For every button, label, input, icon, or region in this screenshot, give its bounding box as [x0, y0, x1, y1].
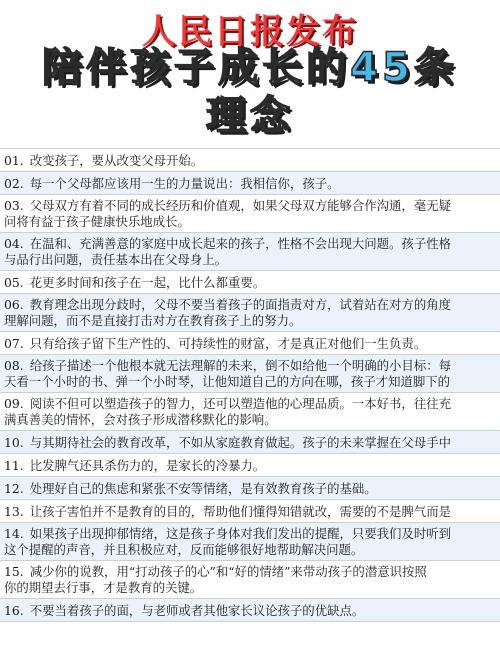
- item-text: 教育理念出现分歧时，父母不要当着孩子的面指责对方，试着站在对方的角度: [29, 297, 451, 312]
- item-text: 花更多时间和孩子在一起，比什么都重要。: [29, 275, 266, 290]
- item-number: 03.: [4, 198, 24, 213]
- item-number: 14.: [4, 526, 24, 541]
- list-item-line: [4, 252, 494, 268]
- list-item: [0, 233, 500, 271]
- item-text: 让孩子害怕并不是教育的目的，帮助他们懂得知错就改，需要的不是脾气而是: [29, 504, 451, 519]
- title-line-2: 理念: [206, 93, 294, 139]
- list-item-line: [4, 542, 494, 558]
- item-text: 这个提醒的声音，并且积极应对，反而能够很好地帮助解决问题。: [4, 542, 364, 557]
- list-item: [0, 294, 500, 332]
- item-text: 给孩子描述一个他根本就无法理解的未来，倒不如给他一个明确的小目标：每: [29, 358, 451, 373]
- list-item-line: [4, 564, 494, 580]
- item-text: 不要当着孩子的面，与老师或者其他家长议论孩子的优缺点。: [29, 603, 365, 618]
- list-item-line: [4, 313, 494, 329]
- list-item-line: [4, 275, 494, 291]
- item-number: 01.: [4, 153, 24, 168]
- item-text: 满真善美的情怀，会对孩子形成潜移默化的影响。: [4, 412, 277, 427]
- list-item-line: [4, 526, 494, 542]
- list-item: [0, 500, 500, 523]
- list-item: [0, 271, 500, 294]
- item-number: 04.: [4, 236, 24, 251]
- item-number: 05.: [4, 275, 24, 290]
- item-text: 理解问题，而不是直接打击对方在教育孩子上的努力。: [4, 313, 302, 328]
- list-item: [0, 393, 500, 431]
- page-title: [0, 46, 500, 138]
- item-text: 如果孩子出现抑郁情绪，这是孩子身体对我们发出的提醒，只要我们及时听到: [29, 526, 451, 541]
- item-number: 02.: [4, 176, 24, 191]
- item-text: 与品行出问题，责任基本出在父母身上。: [4, 252, 228, 267]
- item-number: 09.: [4, 396, 24, 411]
- list-item-line: [4, 374, 494, 390]
- title-line-1: 陪伴孩子成长的45条: [42, 45, 458, 91]
- item-text: 每一个父母都应该用一生的力量说出：我相信你，孩子。: [29, 176, 340, 191]
- item-number: 10.: [4, 435, 24, 450]
- item-text: 阅读不但可以塑造孩子的智力，还可以塑造他的心理品质。一本好书，往往充: [29, 396, 451, 411]
- item-text: 天看一个小时的书、弹一个小时琴，让他知道自己的方向在哪，孩子才知道脚下的: [4, 374, 451, 389]
- list-item: [0, 431, 500, 454]
- item-number: 16.: [4, 603, 24, 618]
- item-number: 12.: [4, 481, 24, 496]
- item-text: 在温和、充满善意的家庭中成长起来的孩子，性格不会出现大问题。孩子性格: [29, 236, 451, 251]
- list-item-line: [4, 396, 494, 412]
- list-item-line: [4, 481, 494, 497]
- item-number: 07.: [4, 336, 24, 351]
- list-item: [0, 195, 500, 233]
- list-item: [0, 477, 500, 500]
- list-item-line: [4, 458, 494, 474]
- list-item: [0, 172, 500, 195]
- list-item: [0, 355, 500, 393]
- item-text: 问将有益于孩子健康快乐地成长。: [4, 214, 190, 229]
- item-number: 08.: [4, 358, 24, 373]
- list-item-line: [4, 153, 494, 169]
- item-text: 处理好自己的焦虑和紧张不安等情绪，是有效教育孩子的基础。: [29, 481, 377, 496]
- list-item: [0, 332, 500, 355]
- item-text: 只有给孩子留下生产性的、可持续性的财富，才是真正对他们一生负责。: [29, 336, 427, 351]
- item-text: 与其期待社会的教育改革，不如从家庭教育做起。孩子的未来掌握在父母手中: [29, 435, 451, 450]
- list-item-line: [4, 336, 494, 352]
- list-item-line: [4, 504, 494, 520]
- item-text: 改变孩子，要从改变父母开始。: [29, 153, 204, 168]
- item-number: 11.: [4, 458, 24, 473]
- item-text: 比发脾气还具杀伤力的，是家长的冷暴力。: [29, 458, 266, 473]
- list-item: [0, 454, 500, 477]
- list-item: [0, 561, 500, 599]
- list-item-line: [4, 176, 494, 192]
- principles-list: [0, 148, 500, 622]
- list-item-line: [4, 198, 494, 214]
- list-item-line: [4, 297, 494, 313]
- list-item: [0, 599, 500, 622]
- list-item: [0, 523, 500, 561]
- list-item-line: [4, 358, 494, 374]
- list-item-line: [4, 435, 494, 451]
- list-item-line: [4, 236, 494, 252]
- header: [0, 0, 500, 145]
- list-item: [0, 149, 500, 172]
- item-text: 你的期望去行事，才是教育的关键。: [4, 580, 203, 595]
- list-item-line: [4, 214, 494, 230]
- item-number: 15.: [4, 564, 24, 579]
- source-title: 人民日报发布: [142, 12, 358, 52]
- list-item-line: [4, 580, 494, 596]
- item-text: 父母双方有着不同的成长经历和价值观，如果父母双方能够合作沟通，毫无疑: [29, 198, 451, 213]
- item-text: 减少你的说教，用“打动孩子的心”和“好的情绪”来带动孩子的潜意识按照: [29, 564, 427, 579]
- list-item-line: [4, 412, 494, 428]
- list-item-line: [4, 603, 494, 619]
- item-number: 06.: [4, 297, 24, 312]
- item-number: 13.: [4, 504, 24, 519]
